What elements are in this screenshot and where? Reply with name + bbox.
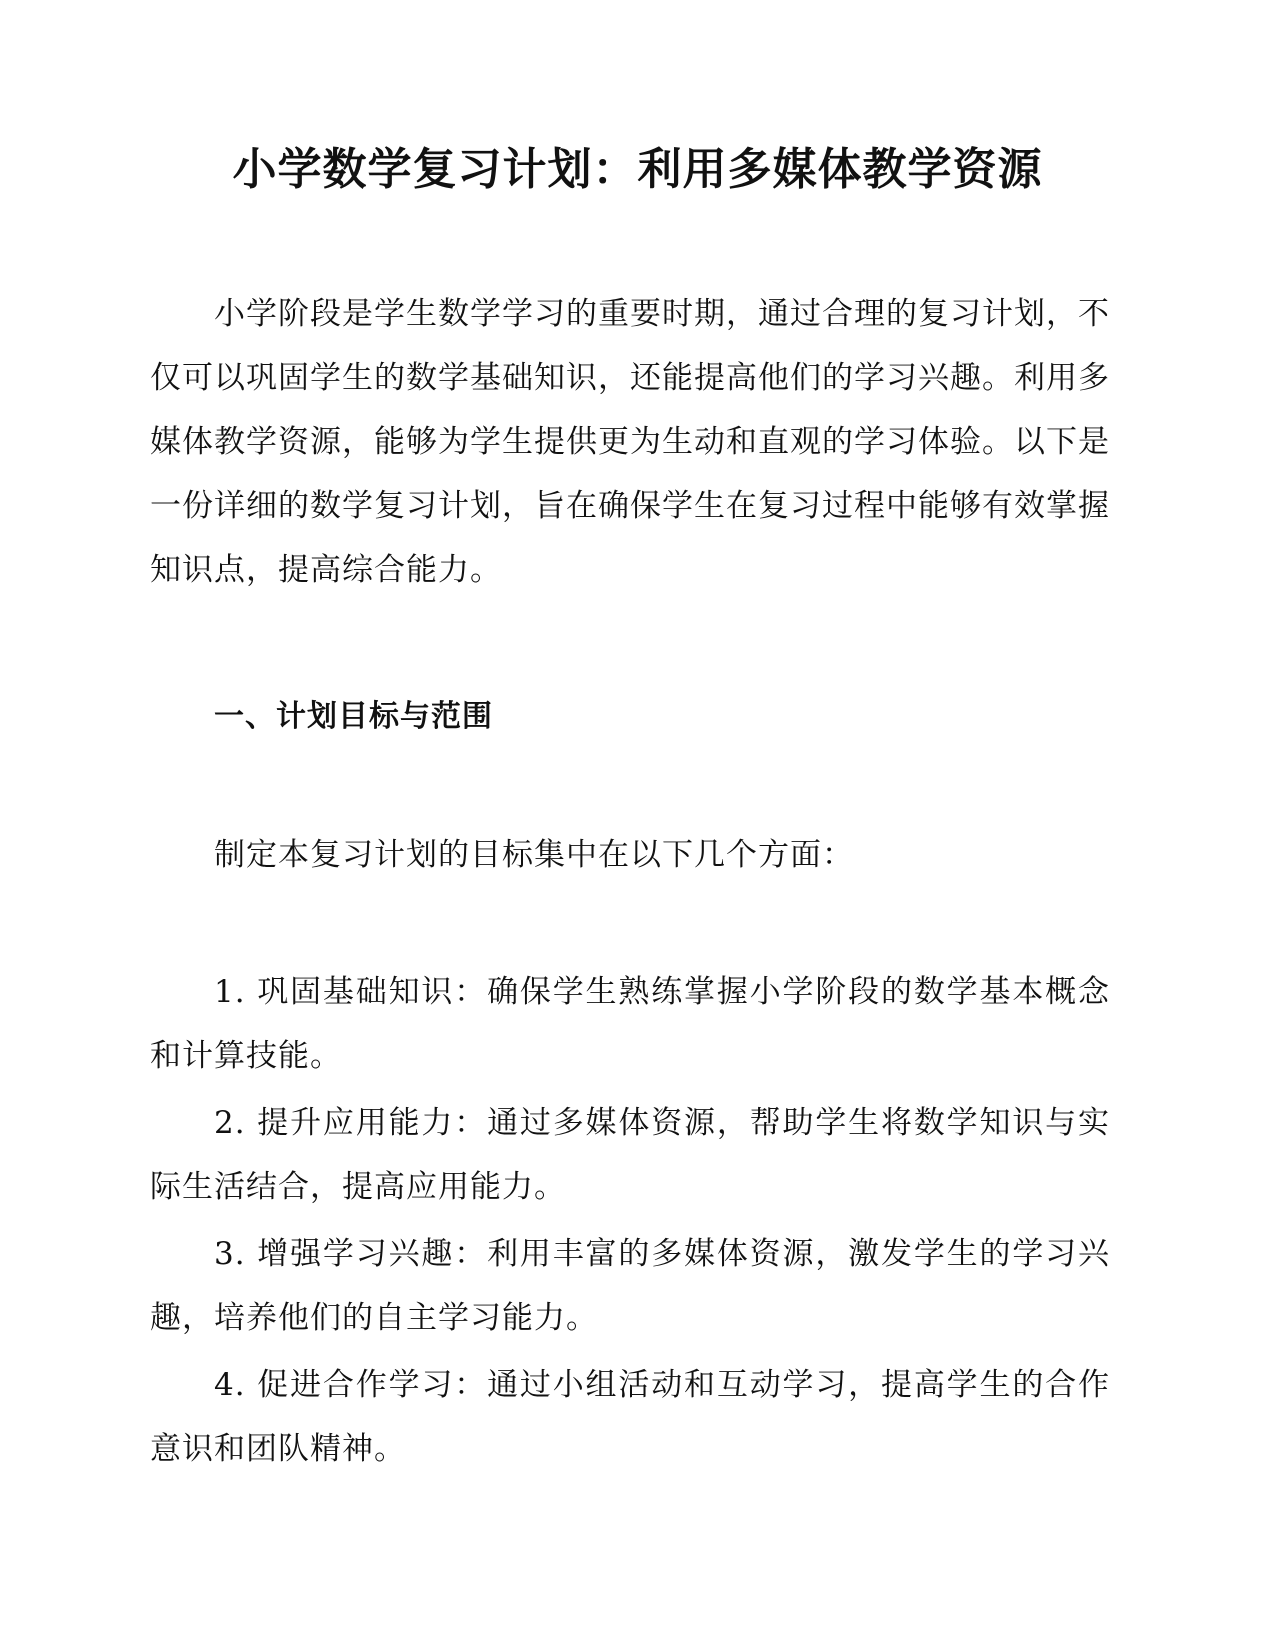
list-item: 2. 提升应用能力：通过多媒体资源，帮助学生将数学知识与实际生活结合，提高应用能力。 (150, 1105, 1110, 1205)
section-heading: 一、计划目标与范围 (214, 699, 493, 734)
goals-list (150, 960, 1110, 1484)
list-item: 1. 巩固基础知识：确保学生熟练掌握小学阶段的数学基本概念和计算技能。 (150, 974, 1110, 1074)
intro-paragraph: 小学阶段是学生数学学习的重要时期，通过合理的复习计划，不仅可以巩固学生的数学基础知识，还能提高他们的学习兴趣。利用多媒体教学资源，能够为学生提供更为生动和直观的学习体验。以下是一份详细的数学复习计划，旨在确保学生在复习过程中能够有效掌握知识点，提高综合能力。 (150, 296, 1110, 588)
list-item: 4. 促进合作学习：通过小组活动和互动学习，提高学生的合作意识和团队精神。 (150, 1367, 1110, 1467)
section-lead-text: 制定本复习计划的目标集中在以下几个方面： (214, 837, 854, 873)
list-item: 3. 增强学习兴趣：利用丰富的多媒体资源，激发学生的学习兴趣，培养他们的自主学习能力。 (150, 1236, 1110, 1336)
document-title: 小学数学复习计划：利用多媒体教学资源 (232, 144, 1043, 195)
